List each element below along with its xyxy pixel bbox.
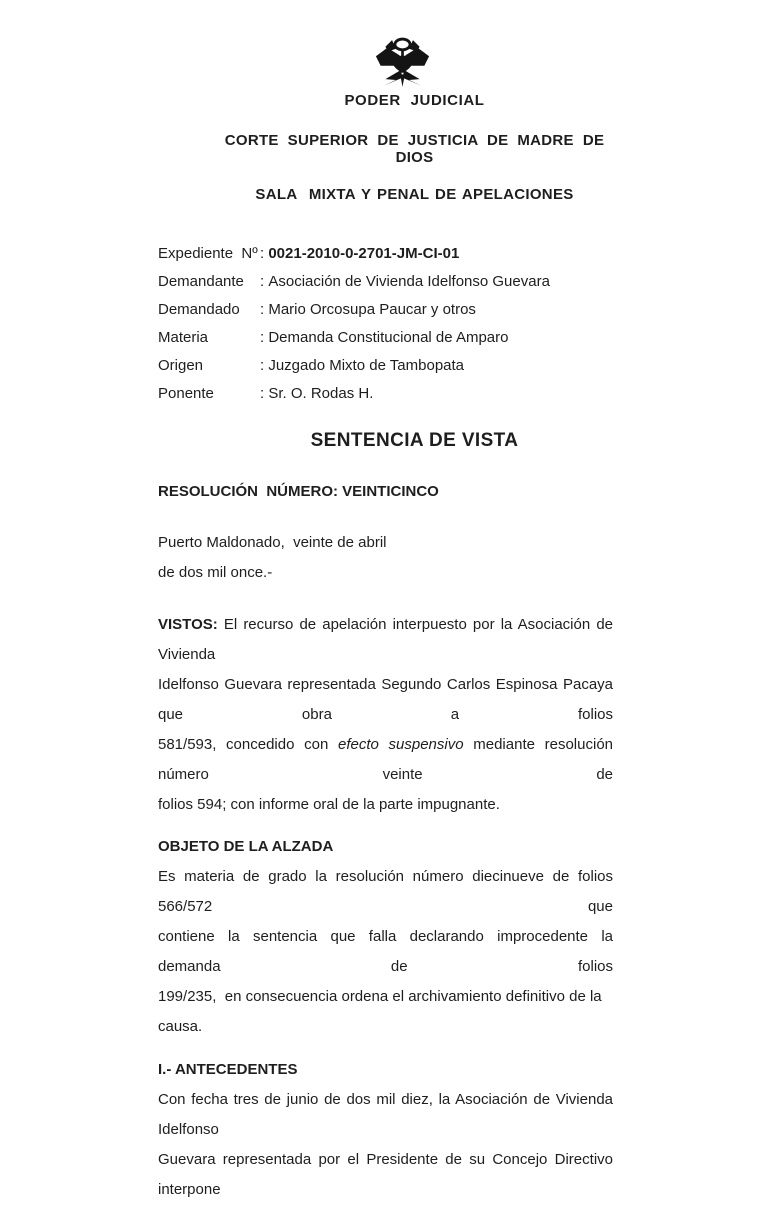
institution-name: PODER JUDICIAL: [344, 92, 485, 109]
case-info-label: Demandado: [158, 301, 240, 318]
case-info-value: Sr. O. Rodas H.: [268, 385, 374, 402]
case-info-label: Materia: [158, 329, 209, 346]
document-content: [158, 36, 618, 1205]
antecedentes-section: [158, 1055, 618, 1205]
text-line: Puerto Maldonado, veinte de abril: [158, 534, 387, 551]
objeto-heading: OBJETO DE LA ALZADA: [158, 838, 334, 855]
antecedentes-heading: I.- ANTECEDENTES: [158, 1061, 298, 1078]
case-info-colon: :: [260, 385, 269, 402]
case-info-value: Mario Orcosupa Paucar y otros: [268, 301, 476, 318]
text-line: de dos mil once.-: [158, 564, 273, 581]
text-line: VISTOS: El recurso de apelación interpuesto por la Asociación de Vivienda: [158, 616, 618, 663]
case-info-colon: :: [260, 245, 269, 262]
court-name: CORTE SUPERIOR DE JUSTICIA DE MADRE DE DIOS: [224, 132, 614, 166]
case-info-colon: :: [260, 357, 269, 374]
case-info-colon: :: [260, 273, 269, 290]
text-line: Guevara representada por el Presidente de su Concejo Directivo interpone: [158, 1151, 618, 1198]
text-line: Idelfonso Guevara representada Segundo Carlos Espinosa Pacaya que obra a folios: [158, 676, 618, 723]
case-info-label: Expediente Nº: [158, 245, 258, 262]
objeto-paragraph: [158, 862, 618, 1042]
case-info-value: Demanda Constitucional de Amparo: [268, 329, 509, 346]
case-info-row: [158, 268, 613, 296]
peru-coat-of-arms-icon: [374, 36, 431, 88]
case-info-row: [158, 352, 613, 380]
case-info-value: Juzgado Mixto de Tambopata: [268, 357, 465, 374]
case-info-row: [158, 380, 613, 408]
case-info-row: [158, 240, 613, 268]
antecedentes-paragraph: [158, 1085, 618, 1205]
text-line: folios 594; con informe oral de la parte impugnante.: [158, 796, 500, 813]
text-line: Con fecha tres de junio de dos mil diez, la Asociación de Vivienda Idelfonso: [158, 1091, 618, 1138]
case-info-value: Asociación de Vivienda Idelfonso Guevara: [268, 273, 550, 290]
case-info: [158, 240, 613, 408]
case-info-label: Demandante: [158, 273, 244, 290]
chamber-name: SALA MIXTA Y PENAL DE APELACIONES: [255, 186, 574, 203]
text-line: 581/593, concedido con efecto suspensivo mediante resolución número veinte de: [158, 736, 618, 783]
text-line: 199/235, en consecuencia ordena el archivamiento definitivo de la causa.: [158, 988, 606, 1035]
dateline: [158, 528, 613, 588]
text-line: contiene la sentencia que falla declarando improcedente la demanda de folios: [158, 928, 618, 975]
case-info-colon: :: [260, 301, 269, 318]
case-info-value: 0021-2010-0-2701-JM-CI-01: [268, 245, 460, 262]
objeto-section: [158, 832, 618, 1042]
case-info-label: Ponente: [158, 385, 214, 402]
header-logo-wrap: [158, 36, 613, 88]
document-title: SENTENCIA DE VISTA: [310, 430, 519, 451]
vistos-paragraph: [158, 610, 618, 820]
case-info-row: [158, 324, 613, 352]
case-info-colon: :: [260, 329, 269, 346]
case-info-row: [158, 296, 613, 324]
text-line: Es materia de grado la resolución número diecinueve de folios 566/572 que: [158, 868, 618, 915]
case-info-label: Origen: [158, 357, 204, 374]
resolution-number: RESOLUCIÓN NÚMERO: VEINTICINCO: [158, 483, 439, 500]
